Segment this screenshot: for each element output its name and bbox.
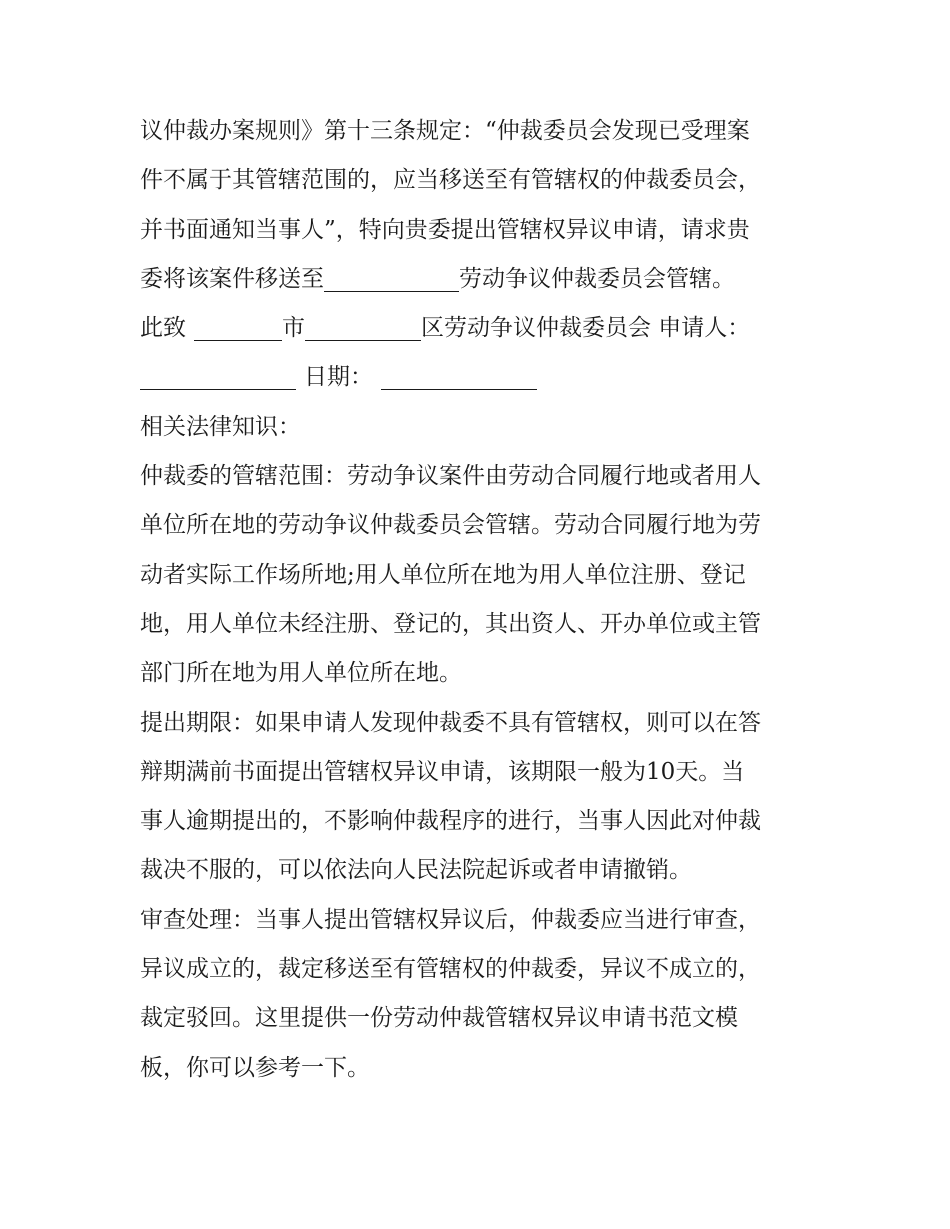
intro-text: 议仲裁办案规则》第十三条规定：“仲裁委员会发现已受理案 <box>140 118 750 144</box>
jurisdiction-line-5 <box>140 649 820 698</box>
paragraph-text: 裁决不服的，可以依法向人民法院起诉或者申请撤销。 <box>140 857 692 884</box>
signature-date-line <box>140 353 820 402</box>
deadline-line-2 <box>140 748 820 797</box>
applicant-signature-blank <box>140 369 296 390</box>
paragraph-text: 板，你可以参考一下。 <box>140 1054 370 1081</box>
city-blank <box>194 320 282 341</box>
paragraph-text: 部门所在地为用人单位所在地。 <box>140 660 462 687</box>
review-line-4 <box>140 1044 820 1093</box>
district-committee-applicant-label: 区劳动争议仲裁委员会 申请人： <box>421 315 751 342</box>
paragraph-text: 辩期满前书面提出管辖权异议申请，该期限一般为10天。当 <box>140 758 745 785</box>
paragraph-text: 仲裁委的管辖范围：劳动争议案件由劳动合同履行地或者用人 <box>140 463 761 490</box>
review-line-1 <box>140 896 820 945</box>
district-blank <box>305 320 421 341</box>
deadline-line-1 <box>140 699 820 748</box>
arbitration-site-blank <box>324 271 459 292</box>
deadline-line-4 <box>140 846 820 895</box>
paragraph-text: 裁定驳回。这里提供一份劳动仲裁管辖权异议申请书范文模 <box>140 1005 738 1032</box>
jurisdiction-line-1 <box>140 452 820 501</box>
intro-text: 件不属于其管辖范围的，应当移送至有管辖权的仲裁委员会， <box>140 167 761 194</box>
jurisdiction-line-4 <box>140 600 820 649</box>
review-line-3 <box>140 994 820 1043</box>
paragraph-text: 地，用人单位未经注册、登记的，其出资人、开办单位或主管 <box>140 610 761 637</box>
intro-text: 委将该案件移送至 <box>140 265 324 292</box>
paragraph-text: 异议成立的，裁定移送至有管辖权的仲裁委，异议不成立的， <box>140 956 761 983</box>
date-label: 日期： <box>304 364 373 391</box>
deadline-line-3 <box>140 797 820 846</box>
paragraph-text: 审查处理：当事人提出管辖权异议后，仲裁委应当进行审查， <box>140 906 761 933</box>
document-body <box>140 107 820 1093</box>
closing-line <box>140 304 820 353</box>
heading-text: 相关法律知识： <box>140 413 301 440</box>
paragraph-text: 提出期限：如果申请人发现仲裁委不具有管辖权，则可以在答 <box>140 709 761 736</box>
intro-line-2 <box>140 156 820 205</box>
paragraph-text: 事人逾期提出的，不影响仲裁程序的进行，当事人因此对仲裁 <box>140 808 761 835</box>
intro-line-3 <box>140 206 820 255</box>
jurisdiction-line-2 <box>140 501 820 550</box>
paragraph-text: 单位所在地的劳动争议仲裁委员会管辖。劳动合同履行地为劳 <box>140 512 761 539</box>
intro-text: 并书面通知当事人”，特向贵委提出管辖权异议申请，请求贵 <box>140 216 750 243</box>
intro-line-4 <box>140 255 820 304</box>
date-blank <box>381 369 537 390</box>
jurisdiction-line-3 <box>140 551 820 600</box>
review-line-2 <box>140 945 820 994</box>
paragraph-text: 动者实际工作场所地;用人单位所在地为用人单位注册、登记 <box>140 561 746 588</box>
closing-to-label: 此致 <box>140 315 186 342</box>
city-label: 市 <box>282 315 305 342</box>
intro-line-1 <box>140 107 820 156</box>
knowledge-heading <box>140 403 820 452</box>
intro-text: 劳动争议仲裁委员会管辖。 <box>459 265 735 292</box>
